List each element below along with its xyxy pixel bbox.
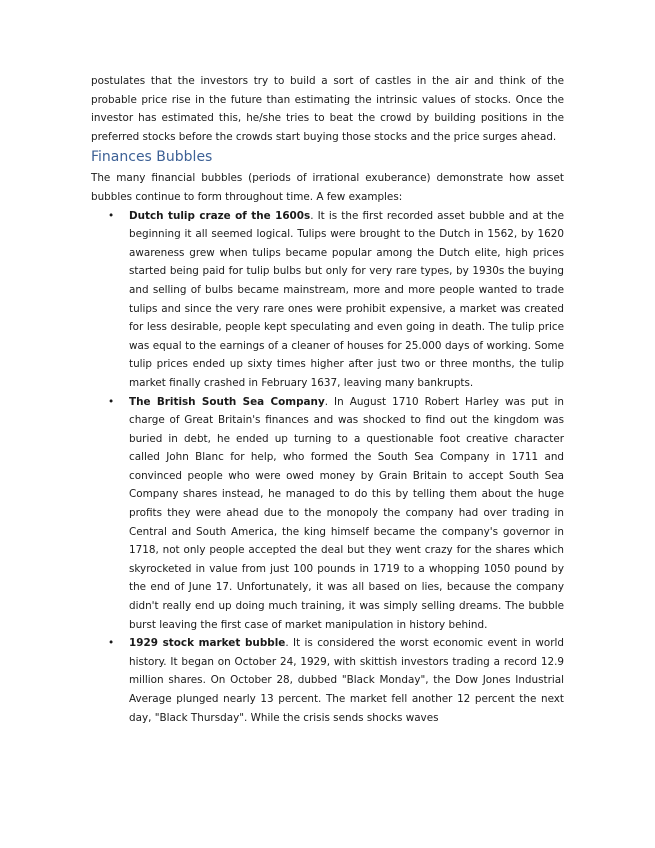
document-page: [91, 72, 564, 727]
list-item-1929-crash: [91, 634, 564, 727]
intro-paragraph: postulates that the investors try to build a sort of castles in the air and think of the probable price rise in the future than estimating the intrinsic values of stocks. Once the investor has estimated this, he/she tries to beat the crowd by building positions in the preferred stocks before the crowds start buying those stocks and the price surges ahead.: [91, 75, 564, 143]
list-item-dutch-tulip: [91, 207, 564, 393]
item-term: Dutch tulip craze of the 1600s: [129, 209, 311, 222]
item-text: . It is the first recorded asset bubble and at the beginning it all seemed logical. Tulips were brought to the Dutch in 1562, by 1620 awareness grew when tulips became popular among the Dutch elite, high prices started being paid for tulip bulbs but only for very rare types, by 1930s the buying and selling of bulbs became mainstream, more and more people wanted to trade tulips and since the very rare ones were prohibit expensive, a market was created for less desirable, people kept speculating and even going in death. The tulip price was equal to the earnings of a cleaner of houses for 25.000 days of working. Some tulip prices ended up sixty times higher after just two or three months, the tulip market finally crashed in February 1637, leaving many bankrupts.: [129, 209, 564, 389]
bubble-examples-list: [91, 207, 564, 728]
bullet-icon: •: [108, 637, 115, 650]
item-text: . It is considered the worst economic event in world history. It began on October 24, 1929, with skittish investors trading a record 12.9 million shares. On October 28, dubbed "Black Monday", the Dow Jones Industrial Average plunged nearly 13 percent. The market fell another 12 percent the next day, "Black Thursday". While the crisis sends shocks waves: [129, 637, 564, 724]
item-term: 1929 stock market bubble: [129, 637, 286, 650]
section-lead-paragraph: The many financial bubbles (periods of irrational exuberance) demonstrate how asset bubbles continue to form throughout time. A few examples:: [91, 172, 564, 203]
bullet-icon: •: [108, 209, 115, 222]
list-item-south-sea-company: [91, 393, 564, 635]
section-heading: Finances Bubbles: [91, 149, 213, 166]
bullet-icon: •: [108, 395, 115, 408]
item-term: The British South Sea Company: [129, 395, 325, 408]
item-text: . In August 1710 Robert Harley was put in charge of Great Britain's finances and was shocked to find out the kingdom was buried in debt, he ended up turning to a questionable foot creative character called John Blanc for help, who formed the South Sea Company in 1711 and convinced people who were owed money by Grain Britain to accept South Sea Company shares instead, he managed to do this by telling them about the huge profits they were ahead due to the monopoly the company had over trading in Central and South America, the king himself became the company's governor in 1718, not only people accepted the deal but they went crazy for the shares which skyrocketed in value from just 100 pounds in 1719 to a whopping 1050 pound by the end of June 17. Unfortunately, it was all based on lies, because the company didn't really end up doing much training, it was simply selling dreams. The bubble burst leaving the first case of market manipulation in history behind.: [129, 395, 564, 631]
